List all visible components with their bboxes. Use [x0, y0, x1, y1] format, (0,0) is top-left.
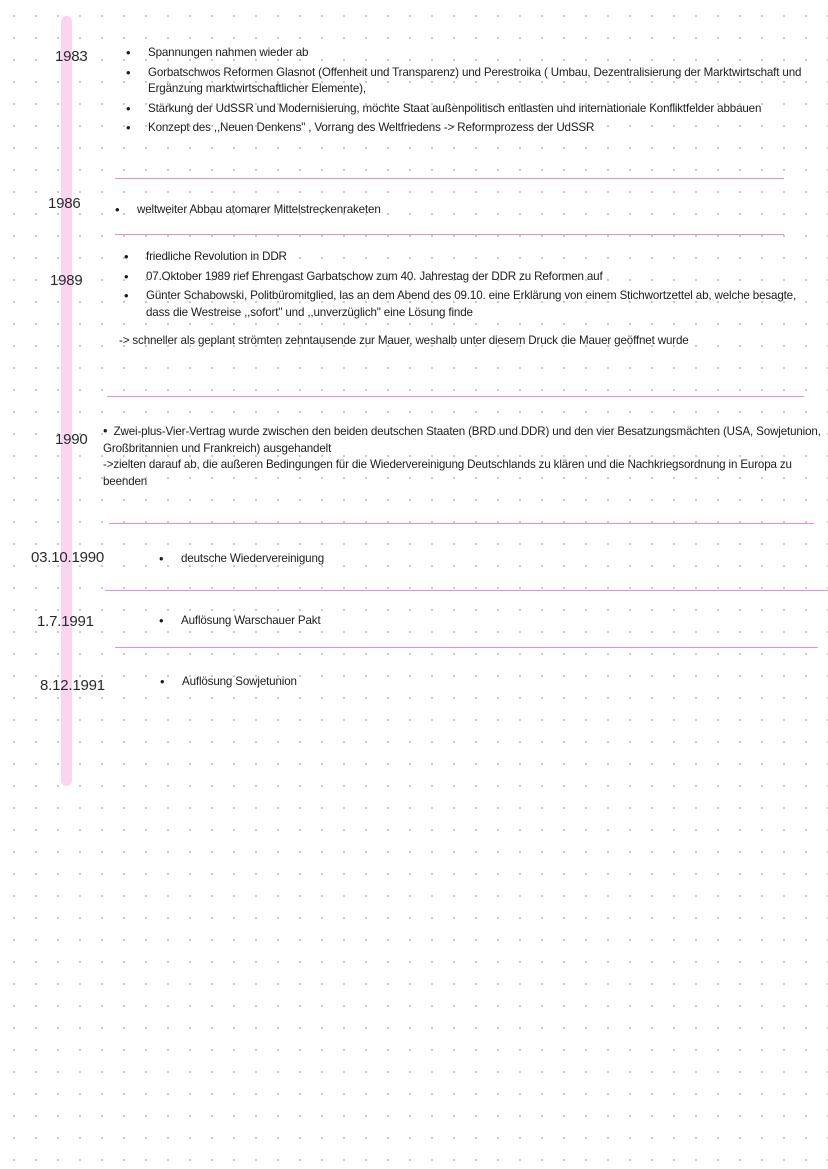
bullet-list-8-12-1991: [158, 674, 798, 694]
year-label-1986: 1986: [48, 195, 81, 212]
list-item: • Spannungen nahmen wieder ab: [124, 45, 816, 62]
year-label-1-7-1991: 1.7.1991: [37, 613, 94, 630]
note-1989: -> schneller als geplant strömten zehntausende zur Mauer, weshalb unter diesem Druck die Mauer geöffnet wurde: [119, 334, 689, 347]
list-item: • deutsche Wiedervereinigung: [157, 551, 797, 568]
divider: [115, 647, 818, 648]
bullet-list-1986: [113, 202, 793, 222]
text-1990-treaty: Zwei-plus-Vier-Vertrag wurde zwischen den beiden deutschen Staaten (BRD und DDR) und den vier Besatzungsmächten (USA, Sowjetunion, Großbritannien und Frankreich) ausgehandelt: [103, 425, 821, 455]
timeline-bar: [61, 16, 72, 786]
paragraph-1990: [103, 423, 823, 490]
bullet-list-1-7-1991: [157, 613, 797, 633]
bullet-list-1983: [124, 45, 816, 140]
bullet-list-1989: [122, 249, 812, 324]
bullet-mark: •: [103, 423, 108, 438]
list-item: • Auflösung Sowjetunion: [158, 674, 798, 691]
list-item: • Konzept des ,,Neuen Denkens" , Vorrang des Weltfriedens -> Reformprozess der UdSSR: [124, 120, 816, 137]
list-item: • Günter Schabowski, Politbüromitglied, las an dem Abend des 09.10. eine Erklärung von einem Stichwortzettel ab, welche besagte, dass die Westreise ,,sofort" und ,,unverzüglich" eine Lösung finde: [122, 288, 812, 321]
list-item: • Stärkung der UdSSR und Modernisierung, möchte Staat außenpolitisch entlasten und internationale Konfliktfelder abbauen: [124, 101, 816, 118]
year-label-8-12-1991: 8.12.1991: [40, 677, 105, 694]
year-label-1983: 1983: [55, 48, 88, 65]
divider: [107, 396, 804, 397]
divider: [115, 178, 784, 179]
list-item: • Gorbatschwos Reformen Glasnot (Offenheit und Transparenz) und Perestroika ( Umbau, Dezentralisierung der Marktwirtschaft und Ergänzung marktwirtschaftlicher Elemente),: [124, 65, 816, 98]
text-1990-goal: ->zielten darauf ab, die außeren Bedingungen für die Wiedervereinigung Deutschlands zu klären und die Nachkriegsordnung in Europa zu beenden: [103, 458, 792, 488]
year-label-1989: 1989: [50, 272, 83, 289]
divider: [105, 590, 828, 591]
list-item: • 07.Oktober 1989 rief Ehrengast Garbatschow zum 40. Jahrestag der DDR zu Reformen auf: [122, 269, 812, 286]
divider: [109, 523, 814, 524]
bullet-list-03-10-1990: [157, 551, 797, 571]
list-item: • Auflösung Warschauer Pakt: [157, 613, 797, 630]
year-label-1990: 1990: [55, 431, 88, 448]
list-item: • friedliche Revolution in DDR: [122, 249, 812, 266]
list-item: • weltweiter Abbau atomarer Mittelstreckenraketen: [113, 202, 793, 219]
year-label-03-10-1990: 03.10.1990: [31, 549, 105, 566]
divider: [115, 234, 784, 235]
